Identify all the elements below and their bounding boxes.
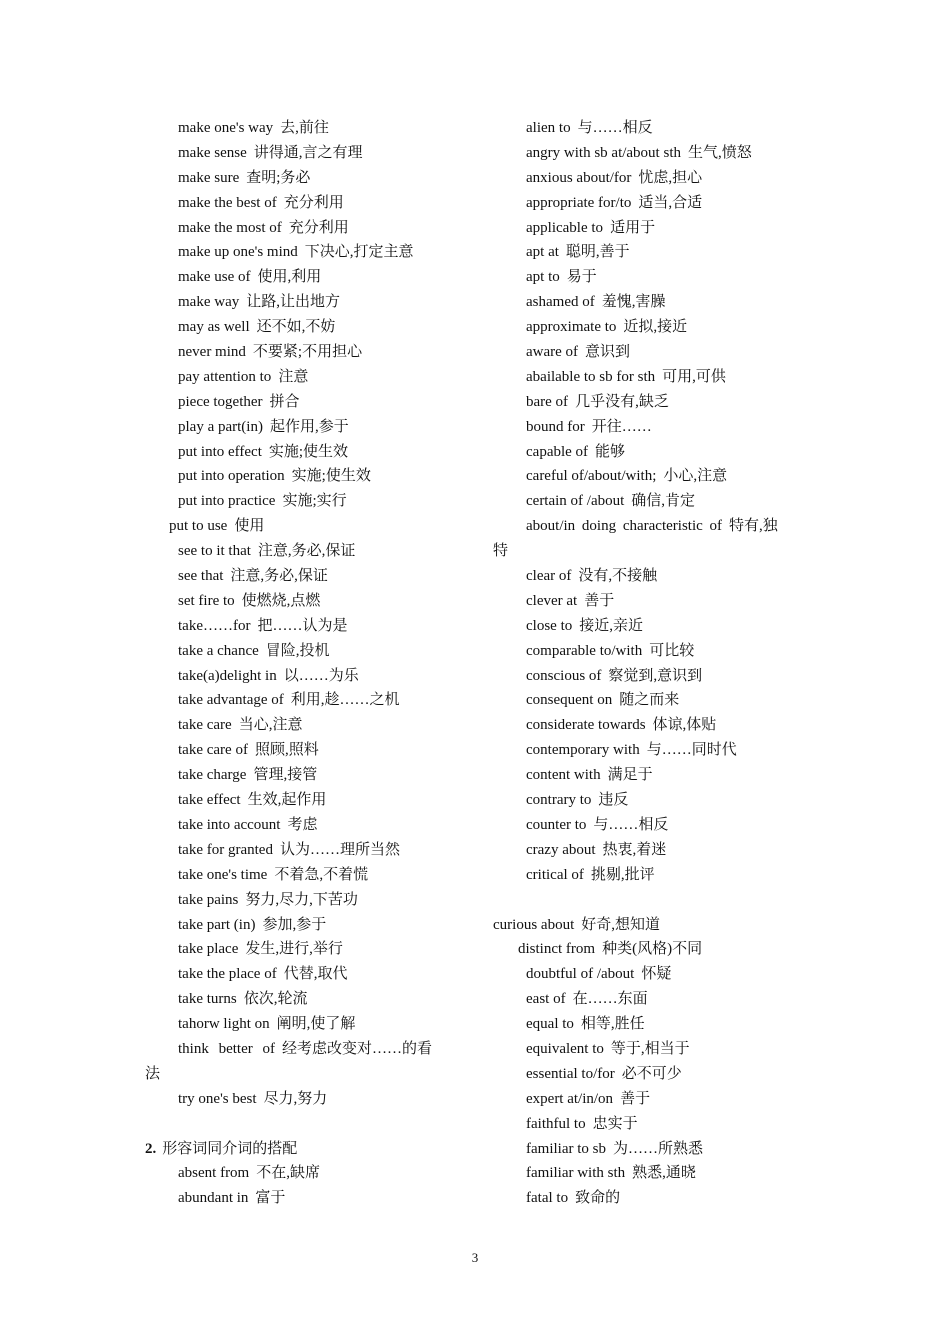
entry: close to 接近,亲近 — [526, 617, 644, 634]
entry: contemporary with 与……同时代 — [526, 742, 737, 759]
entry: take care 当心,注意 — [178, 717, 303, 734]
entry: put into practice 实施;实行 — [178, 493, 347, 510]
entry: consequent on 随之而来 — [526, 692, 680, 709]
entry: make up one's mind 下决心,打定主意 — [178, 244, 414, 261]
entry: take one's time 不着急,不着慌 — [178, 866, 369, 883]
entry: take……for 把……认为是 — [178, 617, 348, 634]
entry: familiar with sth 熟悉,通晓 — [526, 1165, 696, 1182]
entry: abailable to sb for sth 可用,可供 — [526, 368, 726, 385]
entry: certain of /about 确信,肯定 — [526, 493, 696, 510]
entry: clear of 没有,不接触 — [526, 568, 658, 585]
entry: familiar to sb 为……所熟悉 — [526, 1140, 703, 1157]
left-column — [145, 116, 465, 1211]
entry: absent from 不在,缺席 — [178, 1165, 320, 1182]
entry: critical of 挑剔,批评 — [526, 866, 655, 883]
page-number: 3 — [471, 1250, 479, 1265]
entry: take effect 生效,起作用 — [178, 792, 327, 809]
entry: think better of 经考虑改变对……的看 — [178, 1040, 432, 1057]
entry: crazy about 热衷,着迷 — [526, 841, 667, 858]
entry: alien to 与……相反 — [526, 120, 653, 136]
entry: about/in doing characteristic of 特有,独 — [526, 518, 778, 535]
entry: contrary to 违反 — [526, 792, 629, 809]
entry: capable of 能够 — [526, 443, 626, 460]
entry: put to use 使用 — [169, 518, 265, 535]
entry: set fire to 使燃烧,点燃 — [178, 592, 321, 609]
entry: put into effect 实施;使生效 — [178, 443, 349, 460]
entry: conscious of 察觉到,意识到 — [526, 667, 703, 684]
entry: make the best of 充分利用 — [178, 194, 344, 211]
entry: put into operation 实施;使生效 — [178, 468, 371, 485]
entry: take turns 依次,轮流 — [178, 991, 308, 1008]
entry: pay attention to 注意 — [178, 368, 309, 385]
entry: considerate towards 体谅,体贴 — [526, 717, 717, 734]
entry: take(a)delight in 以……为乐 — [178, 667, 359, 684]
entry: careful of/about/with; 小心,注意 — [526, 468, 728, 485]
entry: make sure 查明;务必 — [178, 169, 311, 186]
blank-line — [145, 1112, 465, 1137]
entry: take for granted 认为……理所当然 — [178, 841, 400, 858]
blank-line — [493, 888, 813, 913]
entry: piece together 拼合 — [178, 393, 300, 410]
entry: abundant in 富于 — [178, 1190, 286, 1207]
entry: make sense 讲得通,言之有理 — [178, 144, 363, 161]
entry: aware of 意识到 — [526, 344, 631, 361]
entry: expert at/in/on 善于 — [526, 1090, 651, 1107]
entry: tahorw light on 阐明,使了解 — [178, 1016, 356, 1033]
entry: angry with sb at/about sth 生气,愤怒 — [526, 144, 752, 161]
entry: see that 注意,务必,保证 — [178, 568, 328, 585]
right-column — [493, 116, 813, 1211]
entry: anxious about/for 忧虑,担心 — [526, 169, 703, 186]
entry: content with 满足于 — [526, 767, 653, 784]
entry: make way 让路,让出地方 — [178, 294, 340, 311]
entry: appropriate for/to 适当,合适 — [526, 194, 703, 211]
entry: try one's best 尽力,努力 — [178, 1090, 328, 1107]
entry: east of 在……东面 — [526, 991, 648, 1008]
entry: counter to 与……相反 — [526, 816, 669, 833]
entry: distinct from 种类(风格)不同 — [518, 941, 703, 958]
entry: see to it that 注意,务必,保证 — [178, 543, 356, 560]
entry: take part (in) 参加,参于 — [178, 916, 327, 933]
entry-continuation: 法 — [145, 1065, 161, 1082]
section-heading: 2. 形容词同介词的搭配 — [145, 1140, 298, 1157]
entry: apt at 聪明,善于 — [526, 244, 630, 261]
entry: doubtful of /about 怀疑 — [526, 966, 672, 983]
entry: applicable to 适用于 — [526, 219, 656, 236]
entry: ashamed of 羞愧,害臊 — [526, 294, 666, 311]
entry: take pains 努力,尽力,下苦功 — [178, 891, 358, 908]
entry: take the place of 代替,取代 — [178, 966, 348, 983]
entry: take a chance 冒险,投机 — [178, 642, 330, 659]
entry: take charge 管理,接管 — [178, 767, 318, 784]
entry: apt to 易于 — [526, 269, 597, 286]
entry: play a part(in) 起作用,参于 — [178, 418, 349, 435]
entry: take advantage of 利用,趁……之机 — [178, 692, 400, 709]
entry: comparable to/with 可比较 — [526, 642, 695, 659]
entry: curious about 好奇,想知道 — [493, 916, 660, 933]
entry: essential to/for 必不可少 — [526, 1065, 682, 1082]
entry: clever at 善于 — [526, 592, 615, 609]
entry: equal to 相等,胜任 — [526, 1016, 645, 1033]
entry: fatal to 致命的 — [526, 1190, 621, 1207]
entry: take into account 考虑 — [178, 816, 318, 833]
entry: bound for 开往…… — [526, 418, 652, 435]
entry: make use of 使用,利用 — [178, 269, 322, 286]
entry: make the most of 充分利用 — [178, 219, 349, 236]
entry: take care of 照顾,照料 — [178, 742, 319, 759]
entry: make one's way 去,前往 — [178, 120, 329, 136]
entry: take place 发生,进行,举行 — [178, 941, 343, 958]
entry-continuation: 特 — [493, 543, 509, 560]
entry: faithful to 忠实于 — [526, 1115, 638, 1132]
entry: approximate to 近拟,接近 — [526, 319, 688, 336]
entry: equivalent to 等于,相当于 — [526, 1040, 690, 1057]
entry: never mind 不要紧;不用担心 — [178, 344, 363, 361]
entry: may as well 还不如,不妨 — [178, 319, 336, 336]
entry: bare of 几乎没有,缺乏 — [526, 393, 669, 410]
